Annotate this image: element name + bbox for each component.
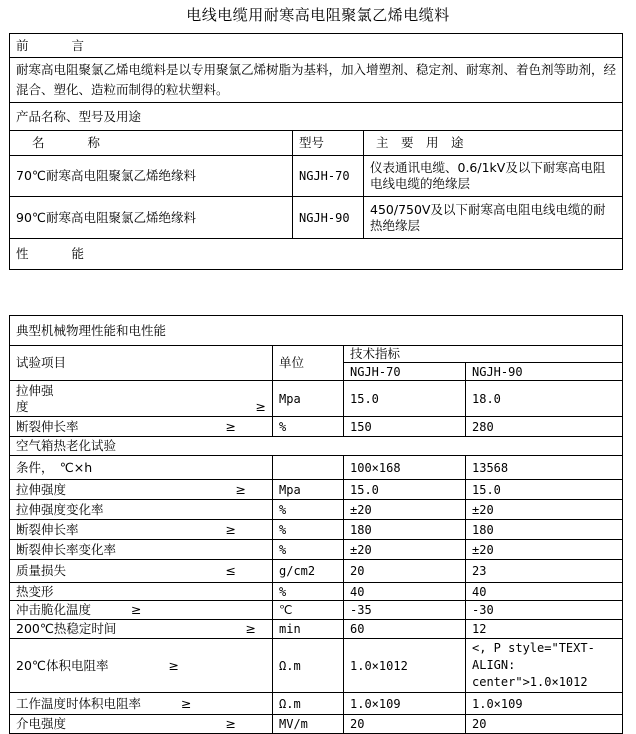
ge-symbol: ≥ [225,418,236,434]
ge-symbol: ≥ [255,398,266,414]
v90-cell: 40 [466,583,623,601]
col-m70-header: NGJH-70 [344,363,466,381]
item-cell: 拉伸强度 ≥ [10,480,273,500]
v90-cell: ±20 [466,540,623,560]
table-row [10,156,623,197]
col-m90-header: NGJH-90 [466,363,623,381]
properties-heading: 性 能 [10,239,623,270]
table-row [10,417,623,437]
properties-subheading: 典型机械物理性能和电性能 [10,316,623,346]
v90-cell: 12 [466,620,623,639]
v70-cell: 20 [344,715,466,734]
item-cell: 200℃热稳定时间 ≥ [10,620,273,639]
col-name-header: 名 称 [10,131,293,156]
item-cell: 断裂伸长率变化率 [10,540,273,560]
v90-cell: 18.0 [466,381,623,417]
product-model: NGJH-70 [293,156,364,197]
v70-cell: 15.0 [344,480,466,500]
item-label: 拉伸强 [16,382,54,398]
unit-cell: Mpa [273,381,344,417]
v70-cell: 20 [344,560,466,583]
table-row [10,560,623,583]
table-row [10,540,623,560]
v90-cell: 280 [466,417,623,437]
v70-cell: -35 [344,601,466,620]
product-name: 90℃耐寒高电阻聚氯乙烯绝缘料 [10,197,293,239]
unit-cell: % [273,520,344,540]
table-row [10,715,623,734]
ge-symbol: ≥ [181,695,192,711]
table-row [10,456,623,480]
item-cell: 工作温度时体积电阻率 ≥ [10,693,273,715]
unit-cell: ℃ [273,601,344,620]
v90-cell: <, P style="TEXT-ALIGN: center">1.0×1012 [466,639,623,693]
table-row [10,693,623,715]
preface-products-table [9,33,623,270]
unit-cell: MV/m [273,715,344,734]
preface-heading: 前 言 [10,34,623,58]
ge-symbol: ≥ [168,657,179,673]
table-row [10,500,623,520]
unit-cell: % [273,583,344,601]
v70-cell: ±20 [344,500,466,520]
aging-heading: 空气箱热老化试验 [10,437,623,456]
col-item-header: 试验项目 [10,346,273,381]
le-symbol: ≤ [225,563,236,578]
ge-symbol: ≥ [235,481,246,497]
col-spec-header: 技术指标 [344,346,623,363]
products-heading: 产品名称、型号及用途 [10,103,623,131]
v70-cell: ±20 [344,540,466,560]
v90-cell: 15.0 [466,480,623,500]
v70-cell: 1.0×1012 [344,639,466,693]
page-title: 电线电缆用耐寒高电阻聚氯乙烯电缆料 [186,6,450,24]
unit-cell: % [273,417,344,437]
v70-cell: 1.0×109 [344,693,466,715]
properties-table [9,315,623,734]
table-row [10,620,623,639]
item-cell: 断裂伸长率 ≥ [10,520,273,540]
ge-symbol: ≥ [245,621,256,636]
ge-symbol: ≥ [225,521,236,537]
v70-cell: 100×168 [344,456,466,480]
item-cell: 断裂伸长率 ≥ [10,417,273,437]
v90-cell: 180 [466,520,623,540]
v90-cell: 13568 [466,456,623,480]
v90-cell: ±20 [466,500,623,520]
unit-cell: Ω.m [273,639,344,693]
item-label-cont: 度 ≥ [16,398,266,414]
unit-cell: % [273,500,344,520]
v70-cell: 150 [344,417,466,437]
unit-cell [273,456,344,480]
table-row [10,381,623,417]
unit-cell: min [273,620,344,639]
item-cell: 20℃体积电阻率 ≥ [10,639,273,693]
unit-cell: Ω.m [273,693,344,715]
item-cell: 拉伸强度变化率 [10,500,273,520]
unit-cell: Mpa [273,480,344,500]
preface-body: 耐寒高电阻聚氯乙烯电缆料是以专用聚氯乙烯树脂为基料，加入增塑剂、稳定剂、耐寒剂、着色剂等助剂，经混合、塑化、造粒而制得的粒状塑料。 [10,58,623,103]
table-row [10,601,623,620]
v70-cell: 40 [344,583,466,601]
v90-cell: -30 [466,601,623,620]
v70-cell: 15.0 [344,381,466,417]
item-cell: 热变形 [10,583,273,601]
product-use: 450/750V及以下耐寒高电阻电线电缆的耐热绝缘层 [364,197,623,239]
item-cell [10,381,273,417]
unit-cell: g/cm2 [273,560,344,583]
v90-cell: 1.0×109 [466,693,623,715]
col-unit-header: 单位 [273,346,344,381]
table-row [10,520,623,540]
item-cell: 质量损失 ≤ [10,560,273,583]
v70-cell: 60 [344,620,466,639]
ge-symbol: ≥ [225,716,236,731]
product-use: 仪表通讯电缆、0.6/1kV及以下耐寒高电阻电线电缆的绝缘层 [364,156,623,197]
product-name: 70℃耐寒高电阻聚氯乙烯绝缘料 [10,156,293,197]
product-model: NGJH-90 [293,197,364,239]
item-cell: 冲击脆化温度 ≥ [10,601,273,620]
ge-symbol: ≥ [131,602,142,617]
item-cell: 介电强度 ≥ [10,715,273,734]
unit-cell: % [273,540,344,560]
v90-cell: 20 [466,715,623,734]
col-use-header: 主 要 用 途 [364,131,623,156]
table-row [10,583,623,601]
table-row [10,480,623,500]
v70-cell: 180 [344,520,466,540]
table-row [10,639,623,693]
col-model-header: 型号 [293,131,364,156]
table-row [10,197,623,239]
item-cell: 条件， ℃×h [10,456,273,480]
v90-cell: 23 [466,560,623,583]
